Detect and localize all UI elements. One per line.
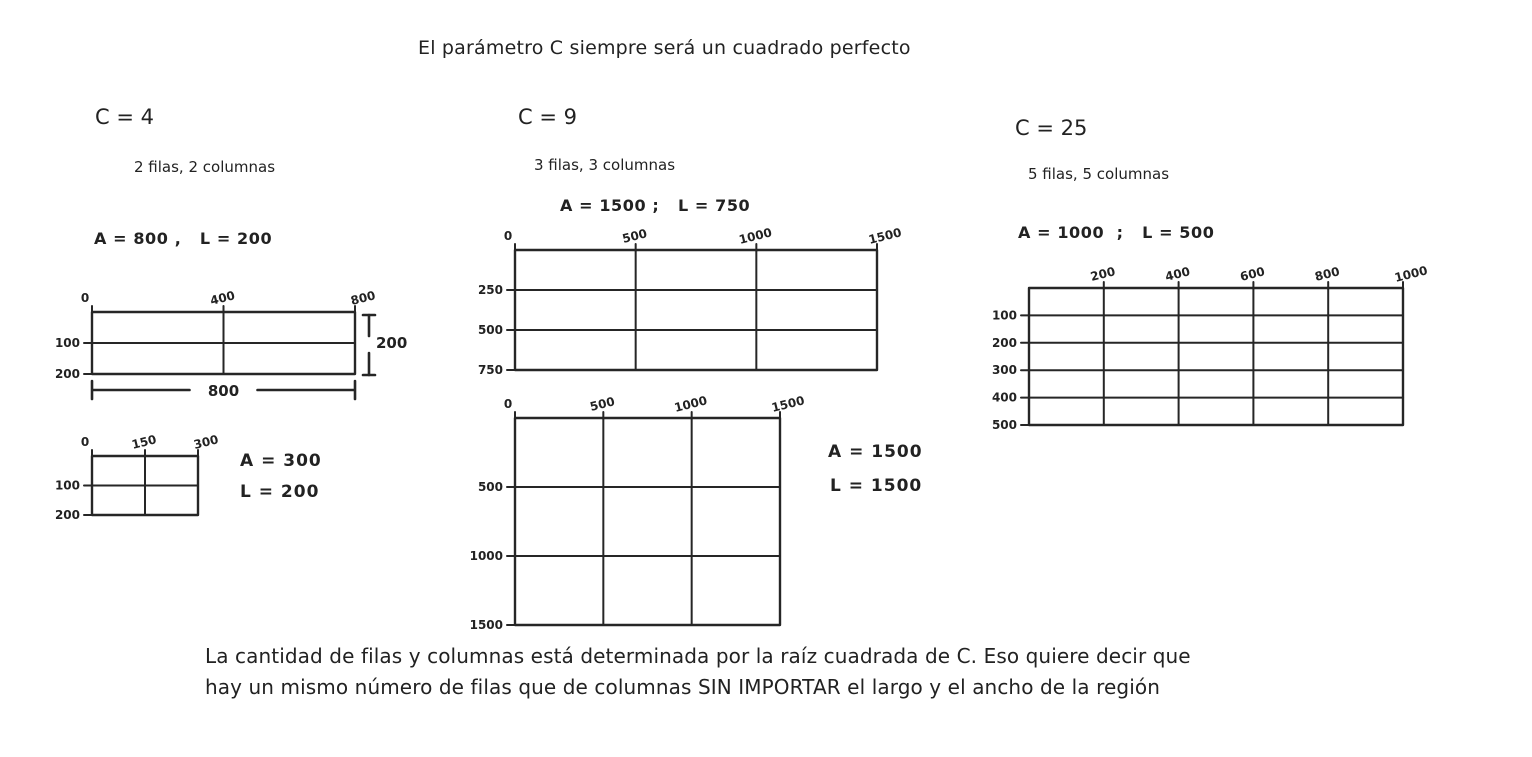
footer-line-1: La cantidad de filas y columnas está determinada por la raíz cuadrada de C. Eso quiere decir que — [205, 644, 1191, 668]
x-tick-label: 1000 — [737, 225, 774, 247]
y-tick-label: 300 — [991, 363, 1017, 378]
y-tick-label: 500 — [991, 418, 1017, 432]
x-tick-label: 200 — [1088, 264, 1117, 284]
c4-params-label: A = 800 , L = 200 — [94, 229, 273, 248]
x-tick-label: 1500 — [770, 393, 806, 415]
x-tick-label: 150 — [130, 432, 158, 452]
y-tick-label: 250 — [477, 282, 503, 297]
main-title: El parámetro C siempre será un cuadrado perfecto — [418, 37, 911, 59]
y-tick-label: 100 — [54, 336, 80, 350]
x-tick-label: 600 — [1238, 264, 1267, 284]
c25-heading: C = 25 — [1015, 116, 1088, 140]
c9-grid-1500x1500 — [467, 386, 842, 663]
x-tick-label: 1000 — [1393, 263, 1429, 285]
grid2-area-label: A = 300 — [240, 451, 322, 471]
x-tick-label: 400 — [208, 288, 237, 308]
x-tick-label: 1000 — [672, 393, 709, 415]
x-tick-label: 1500 — [867, 225, 903, 247]
x-tick-label: 0 — [80, 435, 90, 449]
x-tick-label: 0 — [503, 397, 513, 411]
c9-grid-1500x750 — [467, 218, 939, 408]
x-tick-label: 0 — [80, 291, 90, 305]
x-tick-label: 300 — [192, 432, 220, 452]
c9-rows-cols-label: 3 filas, 3 columnas — [534, 156, 676, 174]
grid4-length-label: L = 1500 — [830, 476, 923, 496]
y-tick-label: 100 — [991, 308, 1017, 323]
c25-params-label: A = 1000 ; L = 500 — [1018, 223, 1215, 242]
c9-params-label: A = 1500 ; L = 750 — [560, 196, 751, 215]
grid2-length-label: L = 200 — [240, 482, 320, 502]
y-tick-label: 1000 — [469, 549, 503, 564]
y-tick-label: 200 — [54, 508, 80, 522]
height-dimension-label: 200 — [376, 334, 408, 352]
y-tick-label: 1500 — [469, 618, 503, 632]
grid4-area-label: A = 1500 — [828, 442, 923, 462]
c9-heading: C = 9 — [518, 105, 577, 129]
y-tick-label: 500 — [477, 479, 503, 494]
c25-grid-1000x500 — [981, 256, 1465, 463]
x-tick-label: 800 — [349, 288, 377, 308]
footer-line-2: hay un mismo número de filas que de columnas SIN IMPORTAR el largo y el ancho de la región — [205, 675, 1160, 699]
y-tick-label: 200 — [54, 367, 80, 381]
y-tick-label: 750 — [477, 363, 503, 377]
y-tick-label: 500 — [477, 323, 503, 338]
x-tick-label: 800 — [1313, 264, 1342, 284]
y-tick-label: 100 — [54, 478, 80, 493]
x-tick-label: 500 — [620, 226, 649, 246]
width-dimension-label: 800 — [207, 382, 240, 400]
x-tick-label: 400 — [1163, 264, 1192, 284]
y-tick-label: 400 — [991, 390, 1017, 405]
c25-rows-cols-label: 5 filas, 5 columnas — [1028, 165, 1170, 183]
c4-grid-300x200 — [44, 424, 260, 553]
x-tick-label: 0 — [503, 229, 513, 243]
y-tick-label: 200 — [991, 335, 1017, 350]
c4-rows-cols-label: 2 filas, 2 columnas — [134, 158, 276, 176]
c4-grid-800x200 — [44, 280, 417, 412]
x-tick-label: 500 — [588, 394, 617, 414]
c4-heading: C = 4 — [95, 105, 154, 129]
